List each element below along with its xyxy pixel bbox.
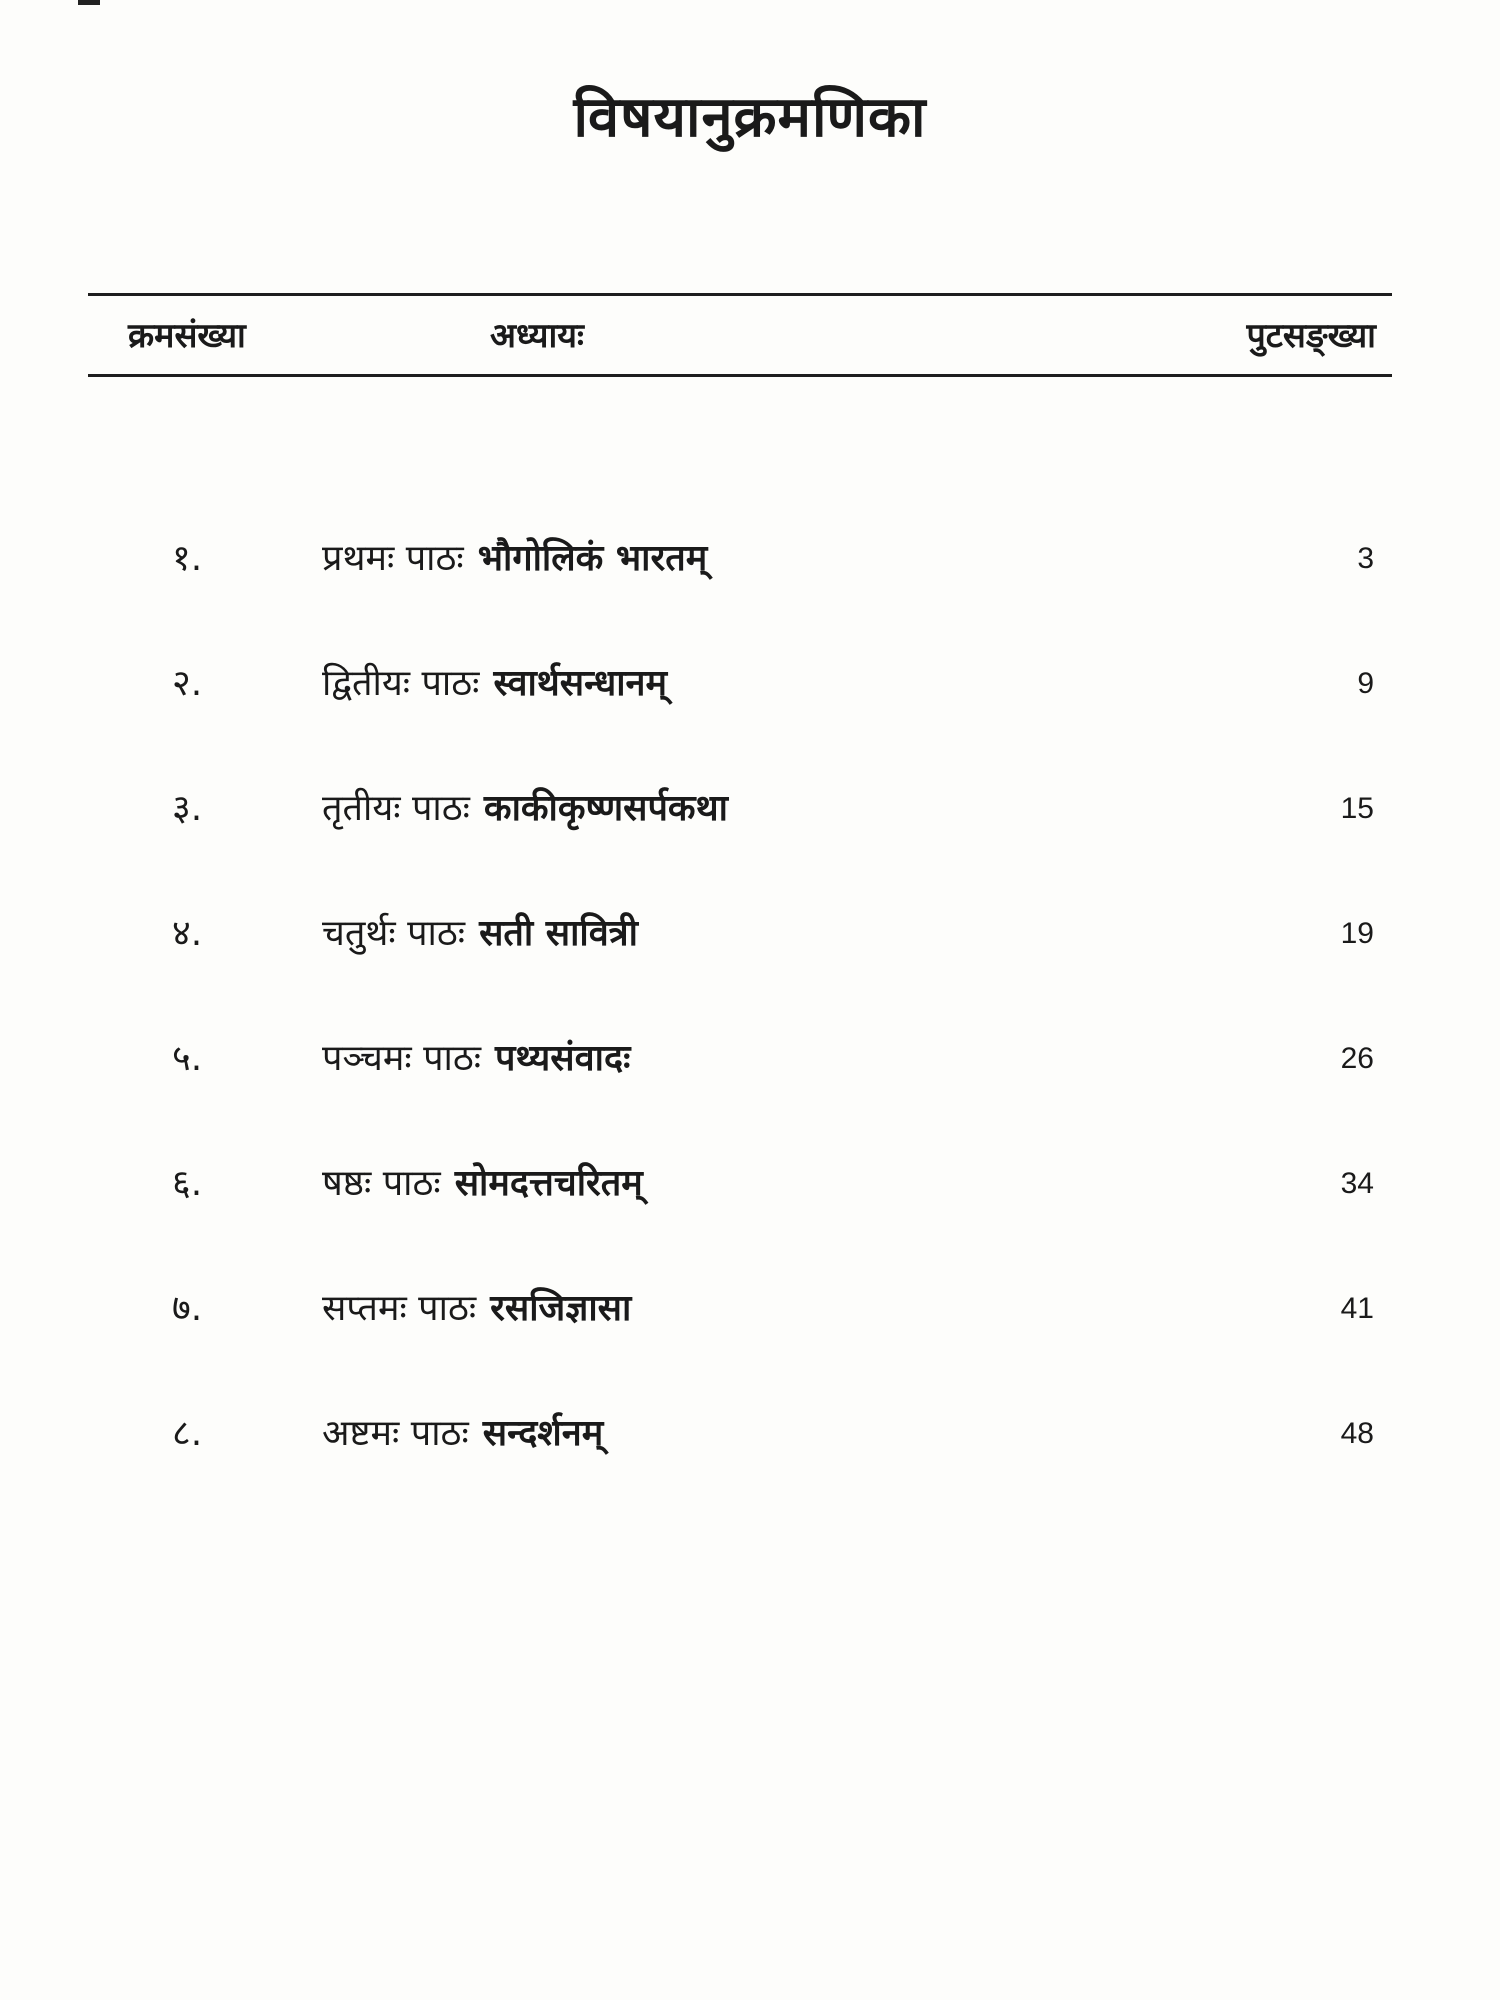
entry-lesson [322, 1397, 603, 1471]
corner-mark [78, 0, 100, 5]
toc-entry[interactable] [0, 897, 1500, 1022]
entry-lesson-name: सती सावित्री [479, 913, 638, 954]
entry-serial: ४. [172, 913, 203, 954]
toc-entry[interactable] [0, 1397, 1500, 1522]
toc-entry[interactable] [0, 647, 1500, 772]
header-chapter: अध्यायः [490, 316, 584, 356]
table-header-rule [88, 374, 1392, 377]
header-page: पुटसङ्ख्या [1246, 316, 1376, 356]
entry-lesson [322, 1272, 631, 1346]
entry-lesson [322, 1022, 630, 1096]
entry-lesson [322, 897, 638, 971]
entry-lesson [322, 647, 667, 721]
entry-serial: ७. [172, 1288, 203, 1329]
entry-page: 15 [1340, 792, 1374, 825]
entry-lesson-name: काकीकृष्णसर्पकथा [483, 788, 728, 829]
toc-entry[interactable] [0, 522, 1500, 647]
entry-serial: ३. [172, 788, 203, 829]
entry-lesson [322, 522, 707, 596]
entry-lesson-number: षष्ठः पाठः [322, 1163, 441, 1204]
entry-lesson-number: तृतीयः पाठः [322, 788, 470, 829]
entry-page: 41 [1340, 1292, 1374, 1325]
entry-lesson-name: सन्दर्शनम् [482, 1413, 604, 1454]
header-serial: क्रमसंख्या [128, 316, 246, 356]
entry-lesson-name: पथ्यसंवादः [495, 1038, 631, 1079]
entry-lesson-number: सप्तमः पाठः [322, 1288, 477, 1329]
table-header [0, 306, 1500, 366]
entry-page: 26 [1340, 1042, 1374, 1075]
page-title: विषयानुक्रमणिका [573, 85, 927, 150]
entry-lesson-name: भौगोलिकं भारतम् [477, 538, 708, 579]
entry-page: 3 [1357, 542, 1374, 575]
entry-serial: २. [172, 663, 203, 704]
entry-serial: ६. [172, 1163, 203, 1204]
entry-serial: ८. [172, 1413, 203, 1454]
entry-serial: १. [172, 538, 203, 579]
entry-page: 9 [1357, 667, 1374, 700]
toc-entry[interactable] [0, 1147, 1500, 1272]
toc-entry[interactable] [0, 1022, 1500, 1147]
entry-lesson [322, 772, 728, 846]
entry-lesson-number: अष्टमः पाठः [322, 1413, 469, 1454]
entry-lesson-number: चतुर्थः पाठः [322, 913, 466, 954]
toc-list [0, 522, 1500, 1522]
entry-page: 19 [1340, 917, 1374, 950]
entry-lesson-number: पञ्चमः पाठः [322, 1038, 482, 1079]
entry-page: 34 [1340, 1167, 1374, 1200]
table-top-rule [88, 293, 1392, 296]
entry-lesson [322, 1147, 643, 1221]
entry-lesson-name: सोमदत्तचरितम् [454, 1163, 643, 1204]
entry-lesson-name: रसजिज्ञासा [490, 1288, 632, 1329]
toc-entry[interactable] [0, 772, 1500, 897]
entry-serial: ५. [172, 1038, 203, 1079]
entry-lesson-number: द्वितीयः पाठः [322, 663, 480, 704]
entry-lesson-number: प्रथमः पाठः [322, 538, 464, 579]
entry-lesson-name: स्वार्थसन्धानम् [493, 663, 668, 704]
toc-entry[interactable] [0, 1272, 1500, 1397]
entry-page: 48 [1340, 1417, 1374, 1450]
